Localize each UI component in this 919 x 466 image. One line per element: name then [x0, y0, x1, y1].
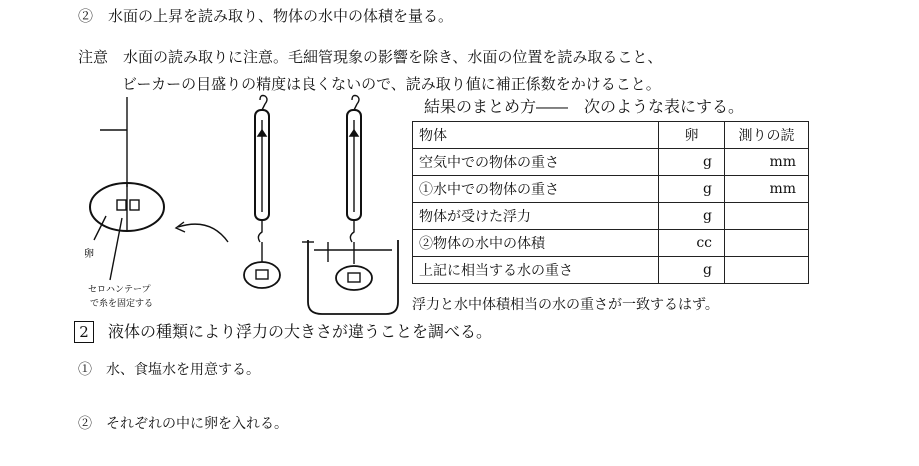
table-header-cell: 物体	[413, 122, 659, 149]
table-row	[413, 230, 809, 257]
table-cell: g	[659, 176, 725, 203]
table-header-cell: 卵	[659, 122, 725, 149]
tape-piece	[348, 273, 360, 282]
egg-outline	[244, 262, 280, 288]
scale-pointer	[258, 130, 266, 136]
section-2-title: 液体の種類により浮力の大きさが違うことを調べる。	[108, 322, 493, 341]
table-cell: g	[659, 257, 725, 284]
table-cell: 物体が受けた浮力	[413, 203, 659, 230]
table-cell: mm	[725, 149, 809, 176]
egg-outline	[336, 266, 372, 290]
egg-label: 卵	[84, 249, 94, 260]
section-2-heading	[74, 319, 492, 343]
table-row	[413, 203, 809, 230]
table-cell: 空気中での物体の重さ	[413, 149, 659, 176]
summary-heading: 結果のまとめ方―― 次のような表にする。	[424, 97, 745, 116]
section-number-box: 2	[74, 321, 94, 343]
table-cell: cc	[659, 230, 725, 257]
tape-label-line-1: セロハンテープ	[88, 285, 151, 295]
apparatus-figure	[70, 92, 405, 317]
table-row	[413, 257, 809, 284]
table-cell: 上記に相当する水の重さ	[413, 257, 659, 284]
table-row	[413, 149, 809, 176]
table-header-row	[413, 122, 809, 149]
top-hook	[260, 96, 267, 111]
section-2-step-1: ① 水、食塩水を用意する。	[78, 362, 260, 378]
note-line-2: ビーカーの目盛りの精度は良くないので、読み取り値に補正係数をかけること。	[122, 75, 661, 93]
tape-piece	[117, 200, 126, 210]
bottom-hook	[258, 220, 262, 242]
table-cell: ②物体の水中の体積	[413, 230, 659, 257]
scale-pointer	[350, 130, 358, 136]
tape-label-line-2: で糸を固定する	[90, 299, 154, 309]
table-cell	[725, 203, 809, 230]
table-cell: mm	[725, 176, 809, 203]
bottom-hook	[350, 220, 354, 242]
egg-with-thread-illustration	[90, 97, 228, 280]
procedure-step-2-text: ② 水面の上昇を読み取り、物体の水中の体積を量る。	[78, 7, 454, 25]
table-cell: ①水中での物体の重さ	[413, 176, 659, 203]
note-line-1: 注意 水面の読み取りに注意。毛細管現象の影響を除き、水面の位置を読み取ること、	[78, 48, 663, 66]
table-row	[413, 176, 809, 203]
spring-scale-in-air	[244, 96, 280, 289]
conclusion-text: 浮力と水中体積相当の水の重さが一致するはず。	[412, 297, 719, 313]
tape-piece	[130, 200, 139, 210]
table-cell: g	[659, 203, 725, 230]
beaker-outline	[308, 240, 398, 314]
table-cell	[725, 230, 809, 257]
table-cell	[725, 257, 809, 284]
tape-piece	[256, 270, 268, 279]
table-header-cell: 測りの読	[725, 122, 809, 149]
spring-scale-in-water	[302, 96, 398, 315]
arrow-head	[176, 222, 185, 232]
arrow-curve	[178, 224, 228, 242]
section-2-step-2: ② それぞれの中に卵を入れる。	[78, 416, 288, 432]
tape-pointer-line	[110, 218, 122, 280]
results-table	[412, 121, 809, 284]
top-hook	[352, 96, 359, 111]
table-cell: g	[659, 149, 725, 176]
